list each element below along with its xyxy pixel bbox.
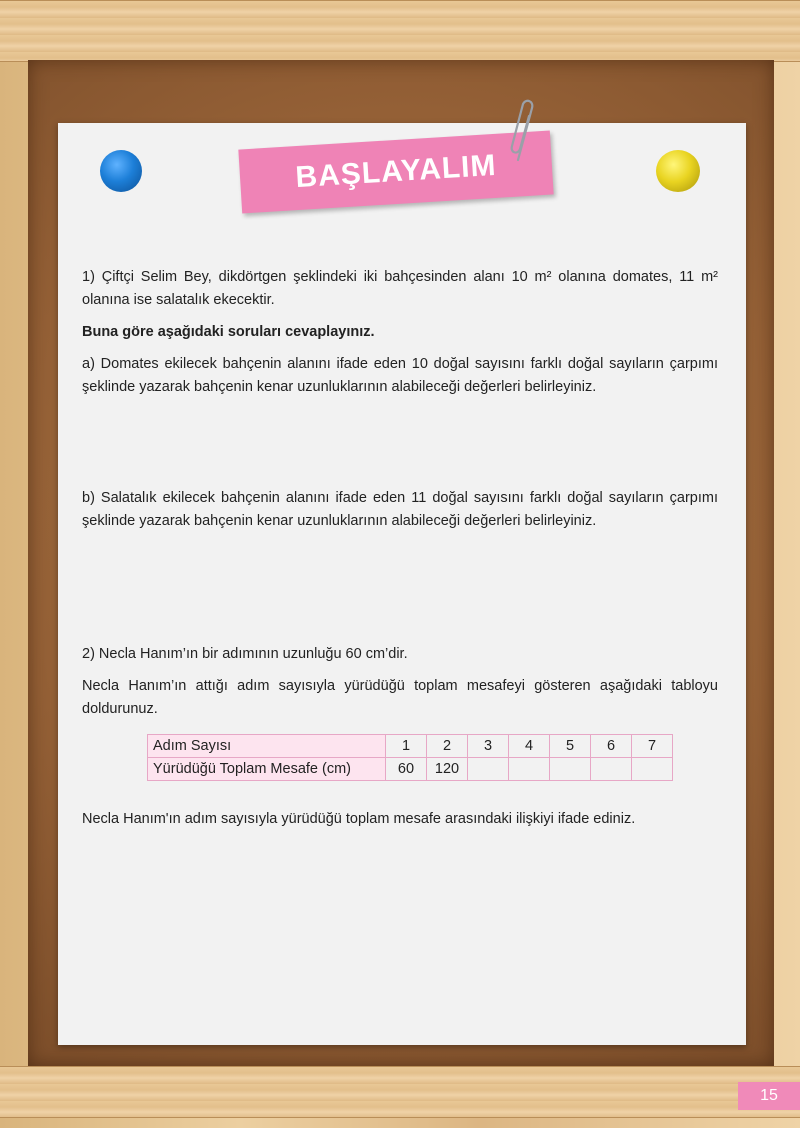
question-1-part-a: a) Domates ekilecek bahçenin alanını ifade eden 10 doğal sayısını farklı doğal sayıların çarpımı şeklinde yazarak bahçenin kenar uzunluklarının alabileceği değerleri belirleyiniz. [82,356,718,395]
question-1-instruction: Buna göre aşağıdaki soruları cevaplayınız. [82,324,375,340]
worksheet-content [82,266,718,721]
table-cell: 5 [550,735,591,758]
yellow-pushpin-icon [656,150,700,192]
table-cell: 120 [427,758,468,781]
page-number: 15 [738,1082,800,1110]
frame-bottom-board [0,1066,800,1118]
table-cell: 4 [509,735,550,758]
blue-pushpin-icon [100,150,142,192]
table-cell-blank[interactable] [509,758,550,781]
table-row-label: Yürüdüğü Toplam Mesafe (cm) [148,758,386,781]
table-cell-blank[interactable] [591,758,632,781]
table-cell: 60 [386,758,427,781]
table-cell: 2 [427,735,468,758]
question-1-intro: 1) Çiftçi Selim Bey, dikdörtgen şeklindeki iki bahçesinden alanı 10 m² olanına domates, 11 m² olanına ise salatalık ekecektir. [82,269,718,308]
step-distance-table [147,734,673,781]
table-cell-blank[interactable] [632,758,673,781]
table-cell: 6 [591,735,632,758]
paperclip-icon [508,98,538,168]
table-row-label: Adım Sayısı [148,735,386,758]
frame-top-board [0,0,800,62]
table-cell: 3 [468,735,509,758]
table-cell: 1 [386,735,427,758]
question-1-part-b: b) Salatalık ekilecek bahçenin alanını ifade eden 11 doğal sayısını farklı doğal sayıların çarpımı şeklinde yazarak bahçenin kenar uzunluklarının alabileceği değerleri belirleyiniz. [82,490,718,529]
table-cell: 7 [632,735,673,758]
table-cell-blank[interactable] [468,758,509,781]
question-2-instruction: Necla Hanım’ın attığı adım sayısıyla yürüdüğü toplam mesafeyi gösteren aşağıdaki tabloyu doldurunuz. [82,678,718,717]
question-2-closing: Necla Hanım'ın adım sayısıyla yürüdüğü toplam mesafe arasındaki ilişkiyi ifade ediniz. [82,811,636,827]
banner-title: BAŞLAYALIM [294,148,498,195]
table-cell-blank[interactable] [550,758,591,781]
question-2-intro: 2) Necla Hanım’ın bir adımının uzunluğu 60 cm’dir. [82,646,408,662]
table-row [148,735,673,758]
table-row [148,758,673,781]
